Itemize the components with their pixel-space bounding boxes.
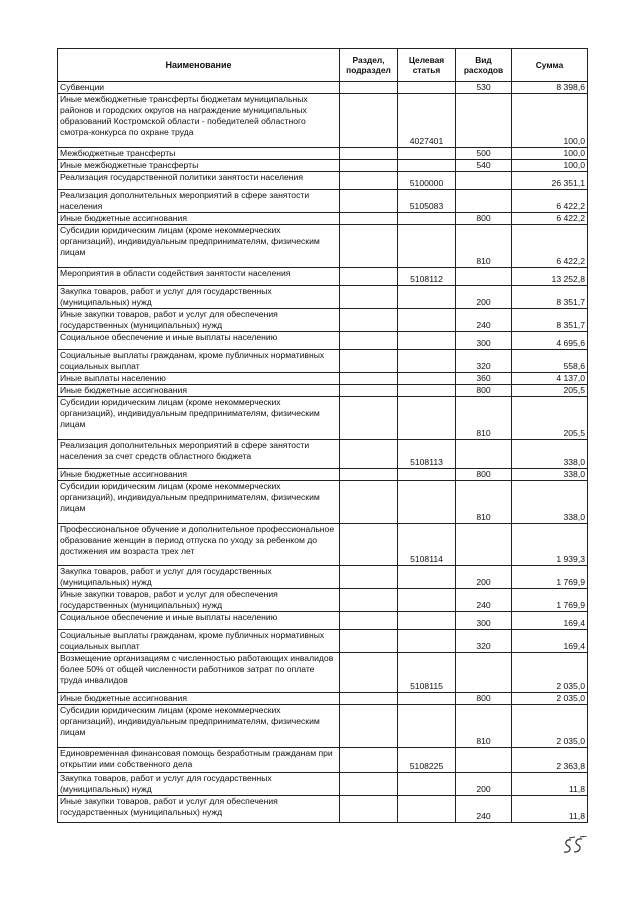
cell-type: 500 [456,148,512,160]
cell-name: Закупка товаров, работ и услуг для государственных (муниципальных) нужд [58,286,340,309]
cell-type: 540 [456,160,512,172]
cell-type [456,268,512,286]
cell-name: Иные межбюджетные трансферты бюджетам муниципальных районов и городских округов на награждение муниципальных образований Костромской области - победителей областного смотра-конкурса по охране труда [58,94,340,148]
cell-section [340,94,398,148]
table-row [58,225,588,268]
cell-type: 800 [456,385,512,397]
cell-name: Социальные выплаты гражданам, кроме публичных нормативных социальных выплат [58,350,340,373]
cell-sum: 2 363,8 [512,748,588,773]
cell-name: Единовременная финансовая помощь безработным гражданам при открытии ими собственного дела [58,748,340,773]
cell-target [398,566,456,589]
cell-type: 200 [456,566,512,589]
cell-section [340,481,398,524]
cell-section [340,160,398,172]
cell-section [340,589,398,612]
cell-section [340,397,398,440]
cell-sum: 169,4 [512,630,588,653]
cell-name: Иные бюджетные ассигнования [58,469,340,481]
cell-sum: 100,0 [512,160,588,172]
cell-name: Профессиональное обучение и дополнительное профессиональное образование женщин в период отпуска по уходу за ребенком до достижения им возраста трех лет [58,524,340,566]
cell-name: Социальное обеспечение и иные выплаты населению [58,612,340,630]
table-row [58,469,588,481]
table-row [58,630,588,653]
cell-type: 320 [456,350,512,373]
table-row [58,172,588,190]
cell-type: 300 [456,332,512,350]
cell-section [340,440,398,469]
cell-section [340,612,398,630]
cell-section [340,796,398,823]
cell-name: Субвенции [58,82,340,94]
table-row [58,653,588,693]
cell-name: Закупка товаров, работ и услуг для государственных (муниципальных) нужд [58,566,340,589]
cell-section [340,332,398,350]
cell-type [456,524,512,566]
table-row [58,397,588,440]
cell-target: 5108114 [398,524,456,566]
cell-target: 4027401 [398,94,456,148]
cell-sum: 8 398,6 [512,82,588,94]
cell-target [398,397,456,440]
cell-target: 5100000 [398,172,456,190]
table-row [58,693,588,705]
table-row [58,160,588,172]
cell-section [340,148,398,160]
cell-name: Закупка товаров, работ и услуг для государственных (муниципальных) нужд [58,773,340,796]
table-row [58,268,588,286]
cell-name: Социальные выплаты гражданам, кроме публичных нормативных социальных выплат [58,630,340,653]
cell-target [398,693,456,705]
cell-sum: 100,0 [512,148,588,160]
cell-sum: 6 422,2 [512,190,588,213]
cell-sum: 8 351,7 [512,309,588,332]
cell-name: Реализация дополнительных мероприятий в сфере занятости населения за счет средств областного бюджета [58,440,340,469]
cell-type: 810 [456,225,512,268]
table-row [58,481,588,524]
cell-name: Межбюджетные трансферты [58,148,340,160]
cell-name: Субсидии юридическим лицам (кроме некоммерческих организаций), индивидуальным предпринимателям, физическим лицам [58,225,340,268]
cell-type: 810 [456,481,512,524]
table-row [58,748,588,773]
table-row [58,773,588,796]
cell-type: 800 [456,213,512,225]
cell-type [456,94,512,148]
cell-target [398,332,456,350]
table-row [58,350,588,373]
cell-name: Иные бюджетные ассигнования [58,693,340,705]
cell-section [340,469,398,481]
cell-sum: 4 137,0 [512,373,588,385]
cell-type: 240 [456,309,512,332]
cell-sum: 205,5 [512,385,588,397]
cell-sum: 26 351,1 [512,172,588,190]
cell-target [398,705,456,748]
table-row [58,309,588,332]
cell-target: 5108112 [398,268,456,286]
cell-sum: 6 422,2 [512,213,588,225]
cell-section [340,213,398,225]
cell-type: 200 [456,773,512,796]
cell-name: Иные закупки товаров, работ и услуг для обеспечения государственных (муниципальных) нужд [58,589,340,612]
cell-type: 300 [456,612,512,630]
cell-type: 810 [456,705,512,748]
table-row [58,332,588,350]
cell-sum: 169,4 [512,612,588,630]
cell-type: 360 [456,373,512,385]
cell-type: 240 [456,796,512,823]
cell-section [340,309,398,332]
cell-target: 5108225 [398,748,456,773]
cell-sum: 100,0 [512,94,588,148]
cell-type: 530 [456,82,512,94]
cell-target [398,612,456,630]
cell-name: Иные бюджетные ассигнования [58,213,340,225]
cell-type [456,172,512,190]
cell-type: 200 [456,286,512,309]
cell-target [398,469,456,481]
cell-target [398,630,456,653]
table-row [58,566,588,589]
cell-target [398,82,456,94]
cell-sum: 6 422,2 [512,225,588,268]
table-row [58,373,588,385]
cell-target [398,589,456,612]
cell-sum: 4 695,6 [512,332,588,350]
page-number-signature [562,836,592,856]
cell-type: 240 [456,589,512,612]
cell-type [456,440,512,469]
cell-section [340,268,398,286]
cell-sum: 8 351,7 [512,286,588,309]
cell-target [398,286,456,309]
cell-section [340,286,398,309]
header-section: Раздел, подраздел [340,49,398,82]
cell-type: 800 [456,469,512,481]
cell-type [456,653,512,693]
table-row [58,385,588,397]
cell-target [398,309,456,332]
table-row [58,190,588,213]
cell-target [398,773,456,796]
cell-sum: 1 939,3 [512,524,588,566]
table-row [58,94,588,148]
cell-name: Субсидии юридическим лицам (кроме некоммерческих организаций), индивидуальным предпринимателям, физическим лицам [58,397,340,440]
table-row [58,589,588,612]
cell-section [340,82,398,94]
cell-section [340,172,398,190]
cell-target [398,385,456,397]
cell-name: Реализация дополнительных мероприятий в сфере занятости населения [58,190,340,213]
cell-section [340,350,398,373]
cell-section [340,630,398,653]
header-sum: Сумма [512,49,588,82]
cell-sum: 2 035,0 [512,693,588,705]
cell-name: Социальное обеспечение и иные выплаты населению [58,332,340,350]
table-row [58,524,588,566]
table-row [58,796,588,823]
cell-sum: 558,6 [512,350,588,373]
cell-sum: 11,8 [512,796,588,823]
cell-section [340,705,398,748]
table-row [58,440,588,469]
cell-section [340,748,398,773]
table-row [58,82,588,94]
cell-name: Возмещение организациям с численностью работающих инвалидов более 50% от общей численности работников затрат по оплате труда инвалидов [58,653,340,693]
cell-section [340,566,398,589]
header-target: Целевая статья [398,49,456,82]
header-type: Вид расходов [456,49,512,82]
cell-section [340,524,398,566]
cell-type: 810 [456,397,512,440]
cell-sum: 338,0 [512,440,588,469]
cell-target: 5105083 [398,190,456,213]
cell-target [398,796,456,823]
cell-sum: 338,0 [512,469,588,481]
cell-section [340,373,398,385]
cell-sum: 205,5 [512,397,588,440]
budget-table [57,48,588,823]
header-name: Наименование [58,49,340,82]
cell-section [340,653,398,693]
cell-target [398,225,456,268]
cell-name: Субсидии юридическим лицам (кроме некоммерческих организаций), индивидуальным предпринимателям, физическим лицам [58,481,340,524]
cell-target [398,481,456,524]
cell-target [398,373,456,385]
cell-name: Иные выплаты населению [58,373,340,385]
table-header-row [58,49,588,82]
table-row [58,612,588,630]
cell-section [340,773,398,796]
table-row [58,286,588,309]
table-row [58,705,588,748]
cell-target [398,148,456,160]
cell-sum: 1 769,9 [512,566,588,589]
cell-target [398,213,456,225]
cell-sum: 13 252,8 [512,268,588,286]
cell-name: Иные закупки товаров, работ и услуг для обеспечения государственных (муниципальных) нужд [58,796,340,823]
cell-target: 5108113 [398,440,456,469]
cell-name: Иные закупки товаров, работ и услуг для обеспечения государственных (муниципальных) нужд [58,309,340,332]
cell-target: 5108115 [398,653,456,693]
cell-sum: 2 035,0 [512,705,588,748]
cell-name: Иные бюджетные ассигнования [58,385,340,397]
cell-sum: 2 035,0 [512,653,588,693]
cell-target [398,350,456,373]
cell-name: Мероприятия в области содействия занятости населения [58,268,340,286]
cell-type: 320 [456,630,512,653]
cell-section [340,225,398,268]
cell-sum: 11,8 [512,773,588,796]
cell-section [340,693,398,705]
cell-sum: 1 769,9 [512,589,588,612]
cell-sum: 338,0 [512,481,588,524]
table-row [58,213,588,225]
cell-type [456,190,512,213]
cell-type [456,748,512,773]
table-row [58,148,588,160]
cell-name: Субсидии юридическим лицам (кроме некоммерческих организаций), индивидуальным предпринимателям, физическим лицам [58,705,340,748]
cell-target [398,160,456,172]
cell-section [340,385,398,397]
cell-name: Иные межбюджетные трансферты [58,160,340,172]
cell-type: 800 [456,693,512,705]
cell-section [340,190,398,213]
cell-name: Реализация государственной политики занятости населения [58,172,340,190]
